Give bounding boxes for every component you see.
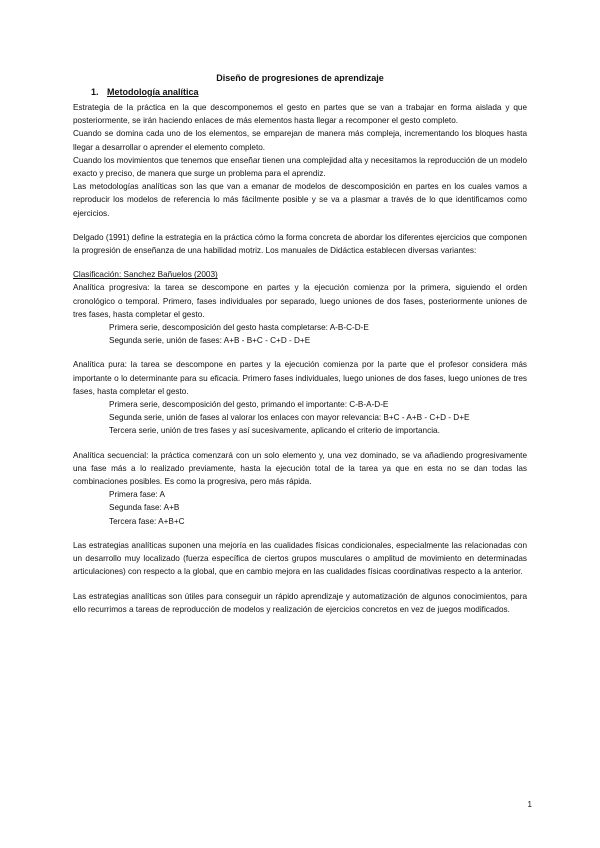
section-number: 1. xyxy=(91,87,99,97)
section-heading xyxy=(73,86,527,99)
pura-paragraph: Analítica pura: la tarea se descompone en partes y la ejecución comienza por la parte que el profesor considera más importante o lo determinante para su eficacia. Primero fases individuales, luego uniones de dos fases, luego uniones de tres fases, hasta completar el gesto. xyxy=(73,360,527,396)
progresiva-line: Primera serie, descomposición del gesto hasta completarse: A-B-C-D-E xyxy=(109,323,369,333)
secuencial-paragraph: Analítica secuencial: la práctica comenzará con un solo elemento y, una vez dominado, se va añadiendo progresivamente una fase más a lo realizado previamente, hasta la ejecución total de la tarea ya que en esta no se dan todas las combinaciones posibles. Es como la progresiva, pero más rápida. xyxy=(73,450,527,487)
section-label: Metodología analítica xyxy=(107,87,199,97)
secuencial-line: Primera fase: A xyxy=(109,490,165,500)
progresiva-paragraph: Analítica progresiva: la tarea se descompone en partes y la ejecución comienza por la primera, siguiendo el orden cronológico o temporal. Primero, fases individuales por separado, luego uniones de dos fases, posteriormente uniones de tres fases, hasta completar el gesto. xyxy=(73,283,527,319)
secuencial-line: Segunda fase: A+B xyxy=(109,503,180,513)
classification-heading: Clasificación: Sanchez Bañuelos (2003) xyxy=(73,270,218,280)
page-number: 1 xyxy=(527,800,532,809)
pura-line: Tercera serie, unión de tres fases y así sucesivamente, aplicando el criterio de importancia. xyxy=(109,426,440,436)
mejora-paragraph: Las estrategias analíticas suponen una mejoría en las cualidades físicas condicionales, especialmente las relacionadas con un desarrollo muy localizado (fuerza específica de ciertos grupos musculares o amplitud de movimiento en determinadas articulaciones) con respecto a la global, que en cambio mejora en las cualidades físicas coordinativas respecto a la anterior. xyxy=(73,540,527,577)
intro-paragraph: Las metodologías analíticas son las que van a emanar de modelos de descomposición en partes en los cuales vamos a reproducir los modelos de referencia lo más fácilmente posible y se va a plasmar a través de lo que identificamos como ejercicios. xyxy=(73,182,527,218)
intro-paragraph: Estrategia de la práctica en la que descomponemos el gesto en partes que se van a trabajar en forma aislada y que posteriormente, se irán haciendo enlaces de más elementos hasta llegar a recomponer el gesto completo. xyxy=(73,103,527,126)
intro-paragraph: Cuando se domina cada uno de los elementos, se emparejan de manera más compleja, incrementando los bloques hasta llegar a desarrollar o aprender el elemento completo. xyxy=(73,129,527,152)
pura-line: Primera serie, descomposición del gesto, primando el importante: C-B-A-D-E xyxy=(109,400,389,410)
delgado-paragraph: Delgado (1991) define la estrategia en la práctica cómo la forma concreta de abordar los diferentes ejercicios que componen la progresión de enseñanza de una habilidad motriz. Los manuales de Didáctica establecen diversas variantes: xyxy=(73,232,527,256)
pura-line: Segunda serie, unión de fases al valorar los enlaces con mayor relevancia: B+C - A+B - C+D - D+E xyxy=(109,413,470,423)
utiles-paragraph: Las estrategias analíticas son útiles para conseguir un rápido aprendizaje y automatización de algunos conocimientos, para ello recurrimos a tareas de reproducción de modelos y realización de ejercicios concretos en vez de juegos modificados. xyxy=(73,591,527,614)
secuencial-line: Tercera fase: A+B+C xyxy=(109,516,185,526)
progresiva-line: Segunda serie, unión de fases: A+B - B+C - C+D - D+E xyxy=(109,336,311,346)
intro-paragraph: Cuando los movimientos que tenemos que enseñar tienen una complejidad alta y necesitamos la reproducción de un modelo exacto y preciso, de manera que surge un problema para el aprendiz. xyxy=(73,155,527,179)
document-title: Diseño de progresiones de aprendizaje xyxy=(216,73,384,83)
